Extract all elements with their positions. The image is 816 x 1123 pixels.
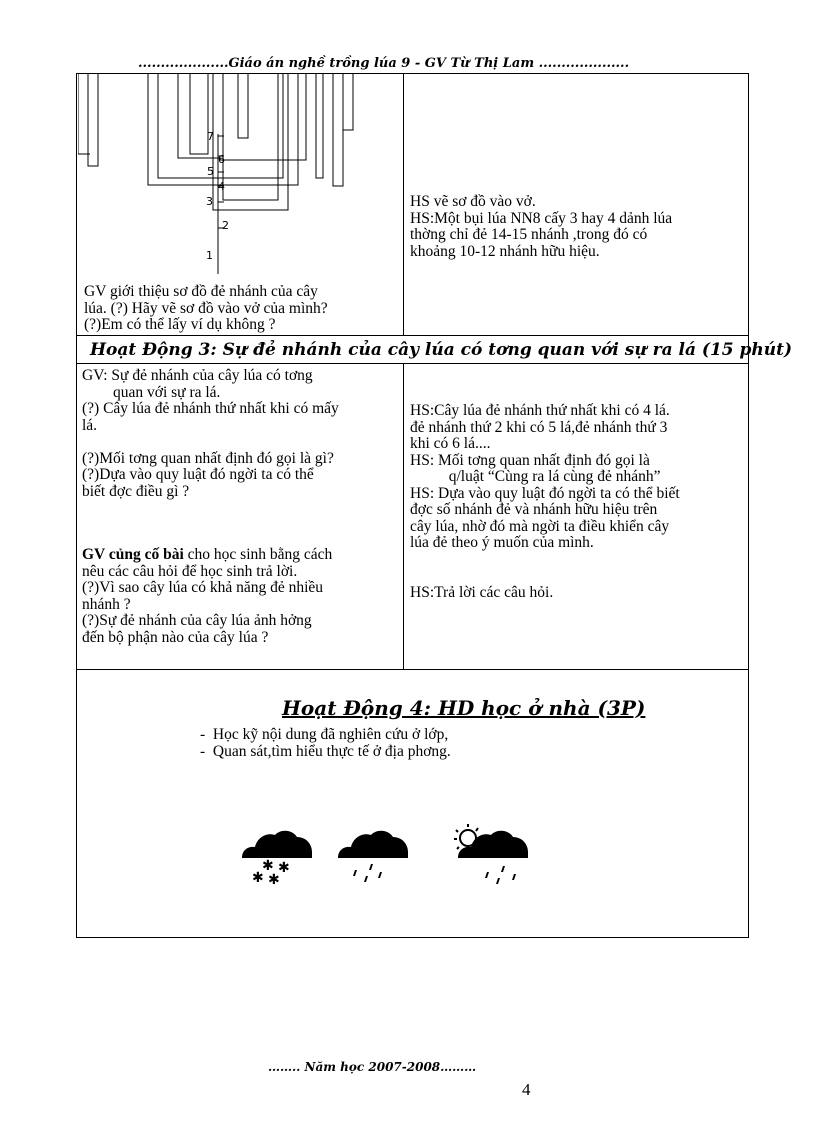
diagram-label-5: 5 — [207, 165, 214, 178]
text-line: cây lúa, nhờ đó mà ngời ta điều khiển cây — [410, 517, 670, 535]
tiller-branch — [190, 74, 208, 154]
homework-list — [200, 726, 451, 760]
text-line: (?) Cây lúa đẻ nhánh thứ nhất khi có mấy — [82, 400, 339, 417]
snow-cloud-icon — [240, 826, 314, 886]
text-line: đợc số nhánh đẻ và nhánh hữu hiệu trên — [410, 501, 658, 518]
text-line: khi có 6 lá.... — [410, 435, 491, 452]
section-3-title: Hoạt Động 3: Sự đẻ nhánh của cây lúa có tơng quan với sự ra lá (15 phút) — [90, 340, 793, 360]
svg-text:✱: ✱ — [252, 870, 264, 886]
text-line: lúa. (?) Hãy vẽ sơ đồ vào vở của mình? — [84, 299, 328, 317]
text-line: khoảng 10-12 nhánh hữu hiệu. — [410, 242, 600, 260]
bullet-dash: - — [200, 726, 213, 743]
tiller-branch — [333, 74, 343, 186]
consolidation-label: GV củng cố bài — [82, 546, 184, 563]
row1-student-text — [410, 194, 745, 260]
bullet-dash: - — [200, 743, 213, 760]
text-line: HS:Cây lúa đẻ nhánh thứ nhất khi có 4 lá. — [410, 402, 670, 419]
text-line: GV: Sự đẻ nhánh của cây lúa có tơng — [82, 367, 313, 384]
row2-teacher-text — [82, 368, 402, 500]
text-line: lúa đẻ theo ý muốn của mình. — [410, 534, 594, 551]
text-line: nhánh ? — [82, 595, 131, 613]
table-hline-3 — [76, 669, 748, 670]
text-line: nêu các câu hỏi để học sinh trả lời. — [82, 562, 298, 580]
sun-rain-cloud-icon — [452, 822, 532, 886]
text-line: HS: Mối tơng quan nhất định đó gọi là — [410, 451, 650, 469]
table-divider-row2 — [403, 363, 404, 669]
svg-text:✱: ✱ — [268, 872, 280, 886]
table-divider-row1 — [403, 73, 404, 335]
homework-item: Học kỹ nội dung đã nghiên cứu ở lớp, — [212, 726, 449, 743]
row2-student-text — [410, 403, 746, 601]
tiller-branch — [238, 74, 248, 138]
diagram-label-7: 7 — [207, 130, 214, 143]
footer-school-year: …….. Năm học 2007-2008……… — [268, 1060, 477, 1074]
table-hline-1 — [76, 335, 748, 336]
page-header: ....................Giáo án nghề trồng lúa 9 - GV Từ Thị Lam .................... — [138, 56, 630, 71]
tiller-branch — [88, 74, 98, 166]
text-line: GV giới thiệu sơ đồ đẻ nhánh của cây — [84, 284, 318, 300]
text-line: đến bộ phận nào của cây lúa ? — [82, 628, 269, 646]
text-line — [410, 552, 746, 569]
tiller-branch — [223, 74, 278, 200]
page-number: 4 — [522, 1080, 531, 1099]
text-line: đẻ nhánh thứ 2 khi có 5 lá,đẻ nhánh thứ 3 — [410, 418, 668, 436]
text-line: lá. — [82, 416, 98, 434]
diagram-label-1: 1 — [206, 249, 213, 262]
svg-text:✱: ✱ — [262, 858, 274, 874]
section-4-title: Hoạt Động 4: HD học ở nhà (3P) — [282, 696, 646, 720]
text-line — [410, 568, 746, 585]
diagram-label-2: 2 — [222, 219, 229, 232]
text-line: HS: Dựa vào quy luật đó ngời ta có thể biết — [410, 484, 680, 502]
tiller-branch — [178, 74, 306, 160]
text-line: (?)Dựa vào quy luật đó ngời ta có thể — [82, 466, 314, 483]
row2-consolidation-text — [82, 547, 402, 646]
text-line: HS vẽ sơ đồ vào vở. — [410, 193, 536, 210]
diagram-label-4: 4 — [218, 180, 225, 193]
text-line — [82, 434, 402, 451]
text-line: (?)Vì sao cây lúa có khả năng đẻ nhiều — [82, 579, 324, 596]
homework-item: Quan sát,tìm hiểu thực tế ở địa phơng. — [212, 743, 451, 760]
list-item — [200, 726, 451, 743]
diagram-label-6: 6 — [218, 153, 225, 166]
text-line: thờng chỉ đẻ 14-15 nhánh ,trong đó có — [410, 226, 648, 243]
row1-teacher-text — [84, 284, 402, 334]
text-line: HS:Một bụi lúa NN8 cấy 3 hay 4 dảnh lúa — [410, 209, 673, 227]
text-line: biết đợc điều gì ? — [82, 482, 190, 500]
rain-cloud-icon — [336, 826, 410, 886]
list-item — [200, 743, 451, 760]
text-line: HS:Trả lời các câu hỏi. — [410, 583, 554, 601]
consolidation-rest: cho học sinh bằng cách — [183, 546, 333, 563]
text-line: (?)Em có thể lấy ví dụ không ? — [84, 316, 276, 333]
text-line: (?)Mối tơng quan nhất định đó gọi là gì? — [82, 449, 334, 467]
text-line: q/luật “Cùng ra lá cùng đẻ nhánh” — [410, 468, 661, 485]
svg-text:✱: ✱ — [278, 860, 290, 876]
text-line — [82, 547, 402, 564]
table-hline-2 — [76, 363, 748, 364]
tillering-diagram — [78, 74, 378, 274]
tiller-branch — [343, 74, 353, 130]
diagram-label-3: 3 — [206, 195, 213, 208]
text-line: (?)Sự đẻ nhánh của cây lúa ảnh hởng — [82, 612, 312, 629]
text-line: quan với sự ra lá. — [82, 383, 221, 401]
tiller-branch — [316, 74, 323, 178]
